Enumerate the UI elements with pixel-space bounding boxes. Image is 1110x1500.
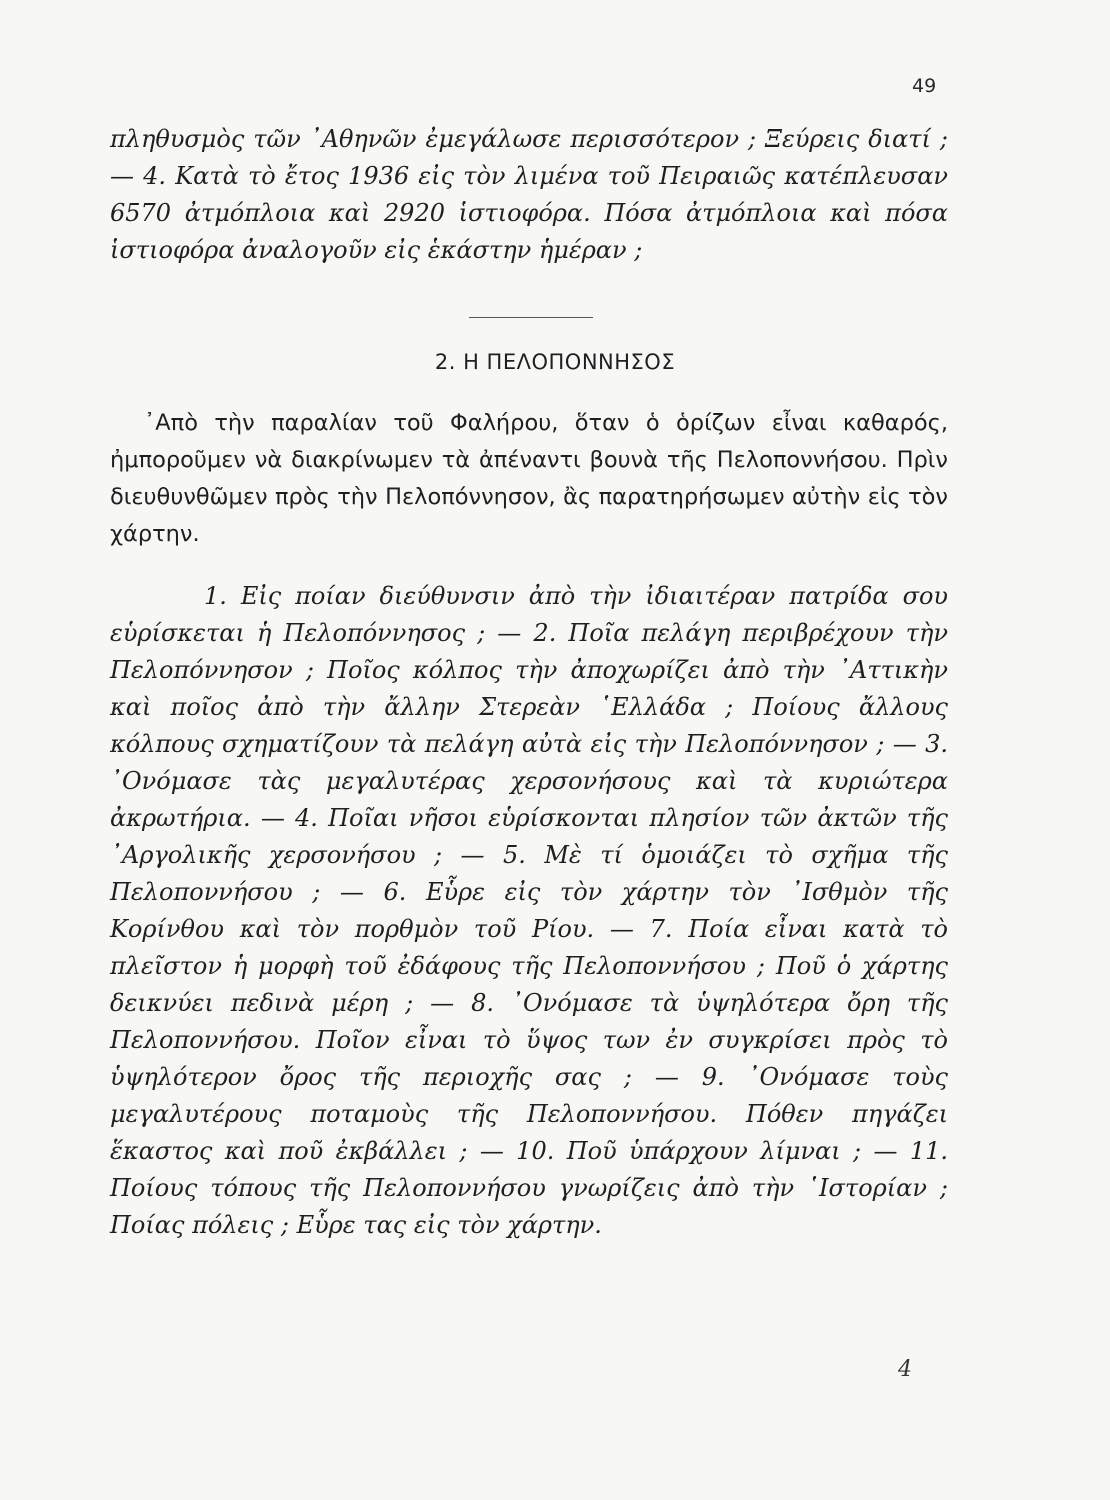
section-divider: [469, 317, 593, 318]
signature-mark: 4: [898, 1357, 912, 1382]
section-heading: 2. Η ΠΕΛΟΠΟΝΝΗΣΟΣ: [434, 350, 676, 374]
questions-text: 1. Εἰς ποίαν διεύθυνσιν ἀπὸ τὴν ἰδιαιτέραν πατρίδα σου εὑρίσκεται ἡ Πελοπόννησος ; — 2. Ποῖα πελάγη περιβρέχουν τὴν Πελοπόννησον ; Ποῖος κόλπος τὴν ἀποχωρίζει ἀπὸ τὴν ᾽Αττικὴν καὶ ποῖος ἀπὸ τὴν ἄλλην Στερεὰν ῾Ελλάδα ; Ποίους ἄλλους κόλπους σχηματίζουν τὰ πελάγη αὐτὰ εἰς τὴν Πελοπόννησον ; — 3. ᾽Ονόμασε τὰς μεγαλυτέρας χερσονήσους καὶ τὰ κυριώτερα ἀκρωτήρια. — 4. Ποῖαι νῆσοι εὑρίσκονται πλησίον τῶν ἀκτῶν τῆς ᾽Αργολικῆς χερσονήσου ; — 5. Μὲ τί ὁμοιάζει τὸ σχῆμα τῆς Πελοποννήσου ; — 6. Εὗρε εἰς τὸν χάρτην τὸν ᾽Ισθμὸν τῆς Κορίνθου καὶ τὸν πορθμὸν τοῦ Ρίου. — 7. Ποία εἶναι κατὰ τὸ πλεῖστον ἡ μορφὴ τοῦ ἐδάφους τῆς Πελοποννήσου ; Ποῦ ὁ χάρτης δεικνύει πεδινὰ μέρη ; — 8. ᾽Ονόμασε τὰ ὑψηλότερα ὄρη τῆς Πελοποννήσου. Ποῖον εἶναι τὸ ὕψος των ἐν συγκρίσει πρὸς τὸ ὑψηλότερον ὄρος τῆς περιοχῆς σας ; — 9. ᾽Ονόμασε τοὺς μεγαλυτέρους ποταμοὺς τῆς Πελοποννήσου. Πόθεν πηγάζει ἕκαστος καὶ ποῦ ἐκβάλλει ; — 10. Ποῦ ὑπάρχουν λίμναι ; — 11. Ποίους τόπους τῆς Πελοποννήσου γνωρίζεις ἀπὸ τὴν ῾Ιστορίαν ; Ποίας πόλεις ; Εὗρε τας εἰς τὸν χάρτην.: [110, 582, 948, 1239]
section-body: [110, 405, 948, 553]
intro-text: πληθυσμὸς τῶν ᾽Αθηνῶν ἐμεγάλωσε περισσότερον ; Ξεύρεις διατί ; — 4. Κατὰ τὸ ἔτος 1936 εἰς τὸν λιμένα τοῦ Πειραιῶς κατέπλευσαν 6570 ἀτμόπλοια καὶ 2920 ἱστιοφόρα. Πόσα ἀτμόπλοια καὶ πόσα ἱστιοφόρα ἀναλογοῦν εἰς ἑκάστην ἡμέραν ;: [110, 125, 948, 264]
questions-paragraph: [110, 578, 948, 1244]
intro-paragraph: [110, 121, 948, 269]
section-body-text: ᾽Απὸ τὴν παραλίαν τοῦ Φαλήρου, ὅταν ὁ ὁρίζων εἶναι καθαρός, ἠμποροῦμεν νὰ διακρίνωμεν τὰ ἀπέναντι βουνὰ τῆς Πελοποννήσου. Πρὶν διευθυνθῶμεν πρὸς τὴν Πελοπόννησον, ἂς παρατηρήσωμεν αὐτὴν εἰς τὸν χάρτην.: [110, 410, 948, 547]
page-number: 49: [912, 75, 937, 97]
